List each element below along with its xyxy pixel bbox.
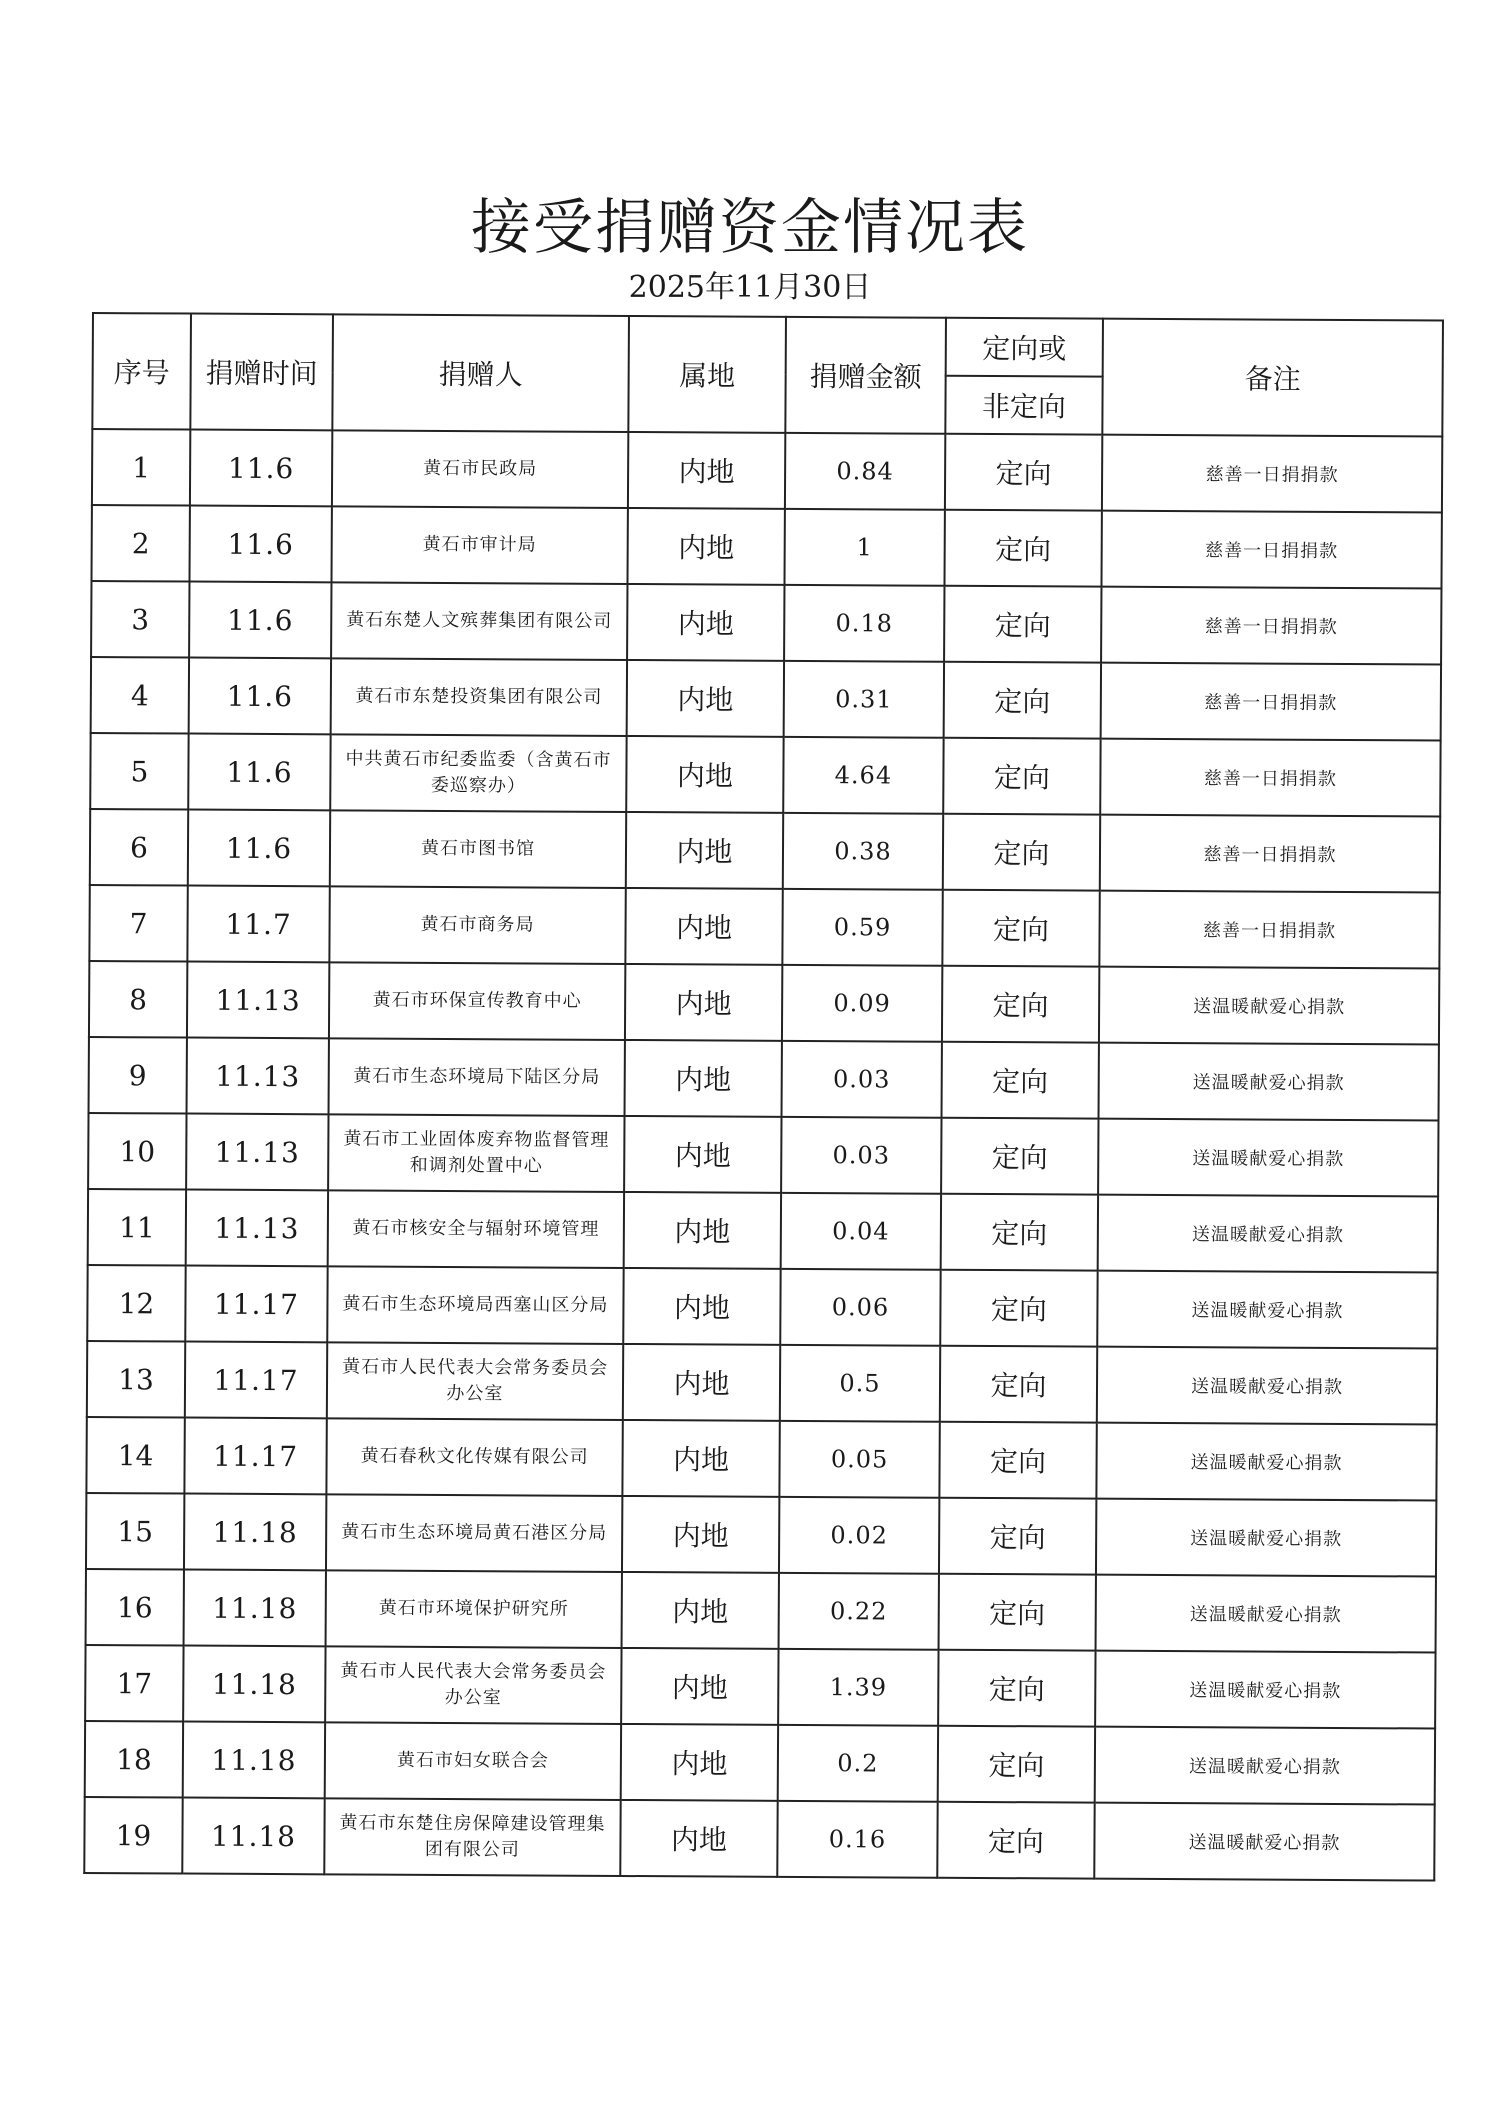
cell-time: 11.6 (188, 734, 330, 811)
cell-amount: 0.03 (782, 1041, 942, 1118)
cell-no: 6 (90, 809, 188, 886)
cell-note: 送温暖献爱心捐款 (1099, 1043, 1439, 1121)
cell-direction: 定向 (943, 738, 1100, 815)
table-header (92, 313, 1443, 437)
cell-donor: 黄石市生态环境局下陆区分局 (329, 1038, 625, 1116)
document-date: 2025年11月30日 (628, 270, 872, 305)
cell-location: 内地 (627, 660, 784, 737)
cell-direction: 定向 (944, 662, 1101, 739)
cell-donor: 黄石东楚人文殡葬集团有限公司 (331, 582, 627, 660)
cell-direction: 定向 (941, 1118, 1098, 1195)
cell-location: 内地 (621, 1648, 778, 1725)
cell-no: 19 (84, 1797, 182, 1874)
cell-location: 内地 (622, 1572, 779, 1649)
cell-note: 送温暖献爱心捐款 (1096, 1575, 1436, 1653)
header-direction-bottom: 非定向 (945, 376, 1102, 435)
cell-time: 11.17 (184, 1418, 326, 1495)
cell-donor: 黄石市核安全与辐射环境管理 (328, 1190, 624, 1268)
cell-note: 慈善一日捐捐款 (1102, 435, 1442, 513)
cell-location: 内地 (626, 812, 783, 889)
table-row (91, 657, 1441, 741)
cell-amount: 0.02 (779, 1497, 939, 1574)
cell-direction: 定向 (942, 1042, 1099, 1119)
cell-direction: 定向 (937, 1802, 1094, 1879)
table-row (89, 1037, 1439, 1121)
cell-location: 内地 (621, 1724, 778, 1801)
header-note: 备注 (1102, 319, 1443, 437)
cell-time: 11.13 (186, 1190, 328, 1267)
cell-amount: 0.18 (784, 585, 944, 662)
cell-note: 送温暖献爱心捐款 (1099, 967, 1439, 1045)
cell-location: 内地 (625, 1040, 782, 1117)
cell-amount: 1 (784, 509, 944, 586)
table-row (90, 809, 1440, 893)
cell-no: 14 (86, 1417, 184, 1494)
cell-amount: 1.39 (778, 1649, 938, 1726)
cell-location: 内地 (620, 1800, 777, 1877)
cell-amount: 0.16 (777, 1801, 937, 1878)
header-location: 属地 (628, 316, 786, 433)
cell-note: 送温暖献爱心捐款 (1096, 1423, 1436, 1501)
cell-donor: 黄石市环境保护研究所 (326, 1570, 622, 1648)
table-row (91, 581, 1441, 665)
cell-no: 2 (91, 505, 189, 582)
cell-donor: 黄石市人民代表大会常务委员会办公室 (327, 1342, 623, 1420)
cell-amount: 4.64 (783, 737, 943, 814)
cell-amount: 0.38 (783, 813, 943, 890)
cell-note: 慈善一日捐捐款 (1101, 663, 1441, 741)
cell-amount: 0.09 (782, 965, 942, 1042)
cell-no: 18 (85, 1721, 183, 1798)
cell-direction: 定向 (945, 434, 1102, 511)
cell-time: 11.17 (185, 1266, 327, 1343)
cell-no: 16 (86, 1569, 184, 1646)
table-row (89, 885, 1439, 969)
cell-note: 送温暖献爱心捐款 (1095, 1651, 1435, 1729)
cell-time: 11.6 (189, 658, 331, 735)
cell-note: 慈善一日捐捐款 (1100, 815, 1440, 893)
cell-time: 11.18 (182, 1798, 324, 1875)
cell-no: 11 (88, 1189, 186, 1266)
cell-amount: 0.22 (779, 1573, 939, 1650)
cell-amount: 0.31 (784, 661, 944, 738)
cell-note: 慈善一日捐捐款 (1101, 511, 1441, 589)
cell-note: 送温暖献爱心捐款 (1097, 1347, 1437, 1425)
cell-direction: 定向 (942, 890, 1099, 967)
cell-donor: 黄石市东楚投资集团有限公司 (331, 658, 627, 736)
cell-amount: 0.2 (778, 1725, 938, 1802)
cell-note: 送温暖献爱心捐款 (1094, 1803, 1434, 1881)
cell-location: 内地 (624, 1116, 781, 1193)
table-body (84, 429, 1442, 1881)
cell-direction: 定向 (939, 1422, 1096, 1499)
cell-note: 送温暖献爱心捐款 (1098, 1119, 1438, 1197)
cell-direction: 定向 (944, 586, 1101, 663)
cell-no: 7 (89, 885, 187, 962)
table-row (86, 1417, 1436, 1501)
cell-location: 内地 (625, 888, 782, 965)
donation-table (83, 312, 1444, 1882)
header-direction-top: 定向或 (946, 318, 1103, 377)
cell-donor: 黄石市商务局 (329, 886, 625, 964)
cell-direction: 定向 (940, 1270, 1097, 1347)
cell-direction: 定向 (938, 1650, 1095, 1727)
cell-direction: 定向 (942, 966, 1099, 1043)
cell-time: 11.13 (187, 962, 329, 1039)
cell-amount: 0.59 (782, 889, 942, 966)
cell-direction: 定向 (943, 814, 1100, 891)
table-row (85, 1721, 1435, 1805)
cell-location: 内地 (623, 1344, 780, 1421)
cell-location: 内地 (625, 964, 782, 1041)
cell-note: 送温暖献爱心捐款 (1098, 1195, 1438, 1273)
cell-time: 11.18 (184, 1570, 326, 1647)
cell-no: 15 (86, 1493, 184, 1570)
cell-donor: 黄石市民政局 (332, 430, 628, 508)
cell-donor: 黄石市东楚住房保障建设管理集团有限公司 (324, 1798, 620, 1876)
cell-donor: 黄石市妇女联合会 (325, 1722, 621, 1800)
cell-no: 3 (91, 581, 189, 658)
table-row (87, 1341, 1437, 1425)
cell-direction: 定向 (944, 510, 1101, 587)
cell-donor: 黄石春秋文化传媒有限公司 (326, 1418, 622, 1496)
cell-time: 11.18 (183, 1722, 325, 1799)
cell-note: 慈善一日捐捐款 (1099, 891, 1439, 969)
cell-direction: 定向 (940, 1346, 1097, 1423)
document-title: 接受捐赠资金情况表 (471, 193, 1029, 263)
cell-location: 内地 (624, 1192, 781, 1269)
table-row (88, 1113, 1438, 1197)
cell-location: 内地 (627, 508, 784, 585)
table-row (88, 1189, 1438, 1273)
cell-time: 11.18 (183, 1646, 325, 1723)
table-row (87, 1265, 1437, 1349)
cell-amount: 0.5 (780, 1345, 940, 1422)
table-row (84, 1797, 1434, 1881)
cell-amount: 0.84 (785, 433, 945, 510)
cell-location: 内地 (627, 584, 784, 661)
cell-location: 内地 (626, 736, 783, 813)
cell-donor: 黄石市生态环境局黄石港区分局 (326, 1494, 622, 1572)
cell-direction: 定向 (939, 1574, 1096, 1651)
cell-no: 5 (90, 733, 188, 810)
cell-time: 11.13 (187, 1038, 329, 1115)
header-no: 序号 (92, 313, 191, 430)
cell-direction: 定向 (939, 1498, 1096, 1575)
cell-direction: 定向 (938, 1726, 1095, 1803)
cell-donor: 黄石市人民代表大会常务委员会办公室 (325, 1646, 621, 1724)
cell-donor: 黄石市工业固体废弃物监督管理和调剂处置中心 (328, 1114, 624, 1192)
cell-donor: 中共黄石市纪委监委（含黄石市委巡察办） (330, 734, 626, 812)
cell-no: 1 (92, 429, 190, 506)
cell-note: 慈善一日捐捐款 (1101, 587, 1441, 665)
table-row (86, 1493, 1436, 1577)
cell-location: 内地 (622, 1420, 779, 1497)
cell-location: 内地 (628, 432, 785, 509)
cell-donor: 黄石市审计局 (331, 506, 627, 584)
cell-amount: 0.04 (781, 1193, 941, 1270)
cell-donor: 黄石市环保宣传教育中心 (329, 962, 625, 1040)
cell-no: 8 (89, 961, 187, 1038)
header-donor: 捐赠人 (332, 314, 629, 432)
cell-time: 11.6 (189, 582, 331, 659)
donation-table-container (83, 312, 1442, 1872)
cell-note: 慈善一日捐捐款 (1100, 739, 1440, 817)
cell-time: 11.6 (188, 810, 330, 887)
cell-note: 送温暖献爱心捐款 (1097, 1271, 1437, 1349)
cell-no: 10 (88, 1113, 186, 1190)
table-row (85, 1645, 1435, 1729)
cell-donor: 黄石市生态环境局西塞山区分局 (327, 1266, 623, 1344)
table-row (89, 961, 1439, 1045)
cell-time: 11.13 (186, 1114, 328, 1191)
table-row (91, 505, 1441, 589)
header-time: 捐赠时间 (190, 314, 333, 431)
cell-no: 4 (91, 657, 189, 734)
table-row (92, 429, 1442, 513)
table-row (90, 733, 1440, 817)
cell-no: 9 (89, 1037, 187, 1114)
cell-time: 11.6 (189, 506, 331, 583)
header-amount: 捐赠金额 (785, 317, 946, 434)
cell-amount: 0.06 (780, 1269, 940, 1346)
cell-location: 内地 (623, 1268, 780, 1345)
cell-no: 12 (87, 1265, 185, 1342)
cell-direction: 定向 (941, 1194, 1098, 1271)
cell-amount: 0.03 (781, 1117, 941, 1194)
cell-no: 13 (87, 1341, 185, 1418)
cell-amount: 0.05 (779, 1421, 939, 1498)
table-row (86, 1569, 1436, 1653)
cell-time: 11.17 (185, 1342, 327, 1419)
cell-note: 送温暖献爱心捐款 (1095, 1727, 1435, 1805)
cell-no: 17 (85, 1645, 183, 1722)
cell-time: 11.6 (190, 430, 332, 507)
cell-time: 11.7 (187, 886, 329, 963)
cell-note: 送温暖献爱心捐款 (1096, 1499, 1436, 1577)
cell-time: 11.18 (184, 1494, 326, 1571)
cell-location: 内地 (622, 1496, 779, 1573)
cell-donor: 黄石市图书馆 (330, 810, 626, 888)
